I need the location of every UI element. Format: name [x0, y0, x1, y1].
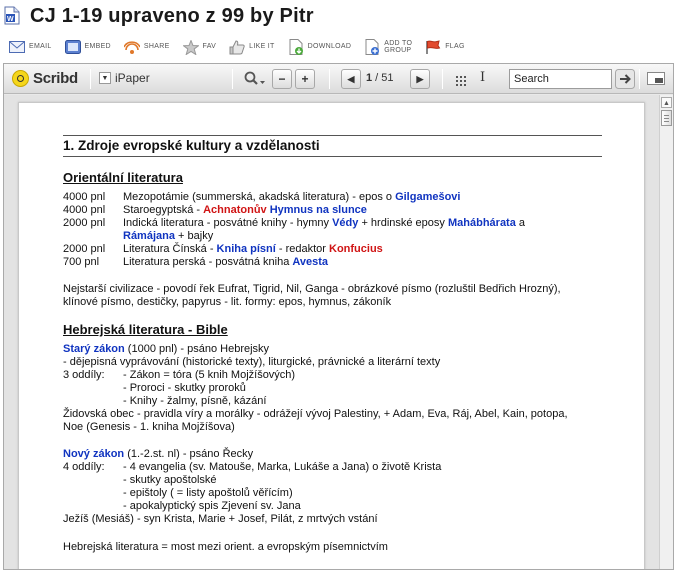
row-text: (1000 pnl) - psáno Hebrejsky: [124, 343, 270, 355]
arrow-right-icon: [615, 69, 635, 89]
thumbs-up-icon: [228, 39, 246, 55]
new-testament-line: [63, 448, 253, 462]
star-icon: [182, 39, 200, 55]
zoom-out-button[interactable]: −: [272, 69, 292, 89]
list-item: - 4 evangelia (sv. Matouše, Marka, Lukáše a Jana) o životě Krista: [123, 461, 442, 473]
section-heading-hebrew: Hebrejská literatura - Bible: [63, 322, 228, 337]
scribd-logo-icon: [12, 70, 29, 87]
paragraph-line: Noe (Genesis - 1. kniha Mojžíšova): [63, 421, 235, 433]
paragraph-line: Židovská obec - pravidla víry a morálky - odrážejí vývoj Palestiny, + Adam, Eva, Ráj, Abel, Kain, potopa,: [63, 408, 568, 420]
add-to-group-button[interactable]: [363, 39, 412, 55]
section-heading-oriental: Orientální literatura: [63, 170, 183, 185]
highlight-red: Konfucius: [329, 243, 383, 255]
row-text: Indická literatura - posvátné knihy - hymny: [123, 217, 333, 229]
pages-icon[interactable]: [12, 569, 28, 570]
highlight-blue: Rámájana: [123, 230, 175, 242]
flag-label: FLAG: [445, 43, 465, 50]
fullscreen-button[interactable]: [647, 72, 665, 85]
year-label: 700 pnl: [63, 256, 100, 268]
viewer-toolbar: [4, 64, 673, 94]
document-heading: 1. Zdroje evropské kultury a vzdělanosti: [63, 138, 320, 153]
embed-button[interactable]: [64, 39, 111, 55]
row-text: (1.-2.st. nl) - psáno Řecky: [124, 448, 254, 460]
like-it-label: LIKE IT: [249, 43, 275, 50]
list-item: - Proroci - skutky proroků: [123, 382, 246, 394]
paragraph-line: Nejstarší civilizace - povodí řek Eufrat, Tigrid, Nil, Ganga - obrázkové písmo (rozluštil Bedřich Hrozný),: [63, 283, 561, 295]
toolbar-separator: [329, 69, 330, 89]
row-text: Staroegyptská -: [123, 204, 204, 216]
row-text: Mezopotámie (summerská, akadská literatura) - epos o: [123, 191, 396, 203]
oriental-row: [123, 204, 367, 218]
ipaper-viewer: [3, 63, 674, 570]
share-button[interactable]: [123, 39, 170, 55]
toolbar-separator: [639, 69, 640, 89]
email-button[interactable]: [8, 39, 52, 55]
toolbar-separator: [90, 69, 91, 89]
document-page-area[interactable]: [4, 95, 659, 570]
embed-label: EMBED: [84, 43, 111, 50]
flag-button[interactable]: [424, 39, 464, 55]
search-go-button[interactable]: [615, 69, 635, 89]
current-page: 1: [366, 72, 373, 84]
list-item: - apokalyptický spis Zjevení sv. Jana: [123, 500, 301, 512]
list-item: - Knihy - žalmy, písně, kázání: [123, 395, 267, 407]
previous-page-button[interactable]: ◀: [341, 69, 361, 89]
action-bar: [8, 36, 477, 58]
paragraph-line: - dějepisná vyprávování (historické texty), liturgické, právnické a literární texty: [63, 356, 441, 368]
year-label: 2000 pnl: [63, 243, 106, 255]
oriental-row: [123, 243, 383, 257]
email-label: EMAIL: [29, 43, 52, 50]
email-icon: [8, 39, 26, 55]
parts-label: 3 oddíly:: [63, 369, 105, 381]
view-mode-label: iPaper: [115, 71, 150, 85]
total-pages: 51: [381, 72, 394, 84]
page-indicator: [366, 72, 394, 84]
title-bar: [0, 0, 679, 32]
highlight-blue: Mahábhárata: [447, 217, 516, 229]
scribd-wordmark: Scribd: [33, 70, 78, 87]
fullscreen-icon: [655, 78, 663, 83]
heading-rule-bottom: [63, 156, 602, 157]
page-separator: /: [372, 72, 382, 84]
view-mode-dropdown[interactable]: [99, 71, 150, 85]
add-to-group-label-line2: GROUP: [384, 47, 412, 54]
oriental-row: [123, 217, 525, 231]
row-text: + hrdinské eposy: [358, 217, 448, 229]
row-text: + bajky: [174, 230, 214, 242]
toolbar-separator: [232, 69, 233, 89]
highlight-blue: Gilgamešovi: [395, 191, 461, 203]
text-select-icon[interactable]: I: [480, 70, 486, 85]
fav-button[interactable]: [182, 39, 217, 55]
svg-text:W: W: [7, 16, 14, 23]
list-item: - skutky apoštolské: [123, 474, 217, 486]
zoom-menu[interactable]: [244, 71, 266, 87]
highlight-blue: Avesta: [292, 256, 329, 268]
oriental-row-continued: [123, 230, 213, 244]
row-text: Literatura Čínská -: [123, 243, 217, 255]
download-label: DOWNLOAD: [307, 43, 352, 50]
old-testament-title: Starý zákon: [63, 343, 125, 355]
download-icon: [287, 39, 305, 55]
share-icon: [123, 39, 141, 55]
oriental-row: [123, 191, 460, 205]
highlight-red: Achnatonův: [203, 204, 267, 216]
row-text: a: [515, 217, 526, 229]
add-to-group-label-line1: ADD TO: [384, 40, 413, 47]
highlight-blue: Hymnus na slunce: [269, 204, 367, 216]
paragraph-line: Ježíš (Mesiáš) - syn Krista, Marie + Josef, Pilát, z mrtvých vstání: [63, 513, 378, 525]
share-label: SHARE: [143, 43, 170, 50]
fav-label: FAV: [202, 43, 217, 50]
heading-rule-top: [63, 135, 602, 136]
add-to-group-icon: [363, 39, 381, 55]
old-testament-line: [63, 343, 269, 357]
search-input[interactable]: [509, 69, 612, 89]
new-testament-title: Nový zákon: [63, 448, 125, 460]
embed-icon: [64, 39, 82, 55]
highlight-blue: Kniha písní: [216, 243, 276, 255]
list-item: - Zákon = tóra (5 knih Mojžíšových): [123, 369, 296, 381]
row-text: Literatura perská - posvátná kniha: [123, 256, 293, 268]
paragraph-line: klínové písmo, destičky, papyrus - lit. formy: epos, hymnus, zákoník: [63, 296, 392, 308]
thumbnail-grid-icon[interactable]: [456, 73, 466, 83]
scroll-up-icon[interactable]: ▲: [661, 97, 672, 108]
scrollbar-thumb[interactable]: [661, 110, 672, 126]
magnifier-icon: [244, 71, 266, 87]
oriental-row: [123, 256, 328, 270]
paragraph-line: Hebrejská literatura = most mezi orient. a evropským písemnictvím: [63, 541, 388, 553]
toolbar-separator: [442, 69, 443, 89]
flag-icon: [424, 39, 442, 55]
year-label: 2000 pnl: [63, 217, 106, 229]
row-text: - redaktor: [275, 243, 330, 255]
add-to-group-label: [384, 40, 412, 54]
like-it-button[interactable]: [228, 39, 274, 55]
zoom-in-button[interactable]: +: [295, 69, 315, 89]
scribd-logo[interactable]: [12, 70, 78, 87]
document-title: CJ 1-19 upraveno z 99 by Pitr: [30, 4, 314, 27]
download-button[interactable]: [287, 39, 352, 55]
year-label: 4000 pnl: [63, 191, 106, 203]
highlight-blue: Védy: [332, 217, 359, 229]
next-page-button[interactable]: ▶: [410, 69, 430, 89]
vertical-scrollbar[interactable]: [659, 95, 673, 570]
year-label: 4000 pnl: [63, 204, 106, 216]
chevron-down-icon: ▼: [99, 72, 111, 84]
document-page: [18, 102, 645, 570]
list-item: - epištoly ( = listy apoštolů věřícím): [123, 487, 293, 499]
document-icon: [4, 6, 22, 26]
parts-label: 4 oddíly:: [63, 461, 105, 473]
